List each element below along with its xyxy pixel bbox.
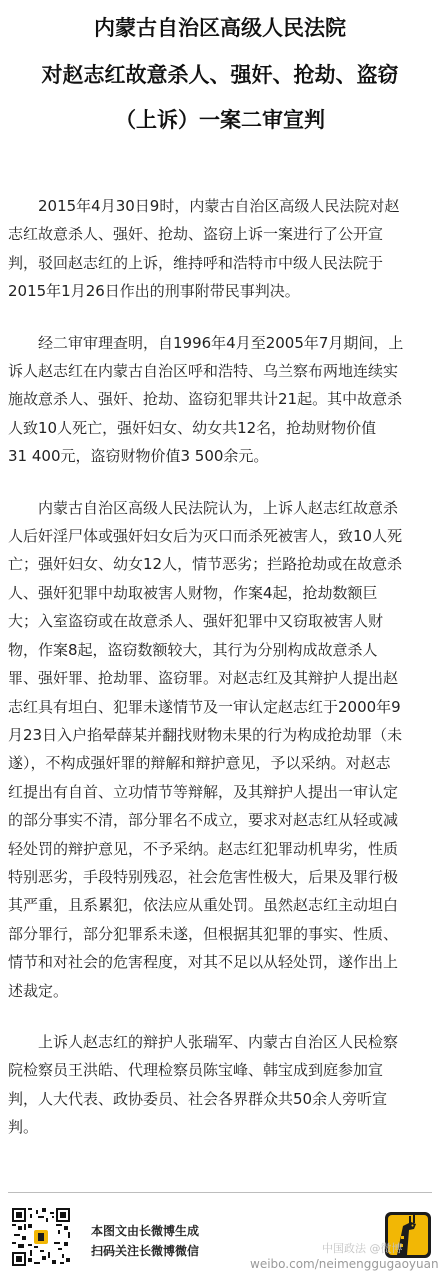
text-line: 大；入室盗窃或在故意杀人、强奸犯罪中又窃取被害人财 — [8, 612, 384, 631]
text-line: 情节和对社会的危害程度，对其不足以从轻处罚，遂作出上 — [8, 953, 399, 972]
text-line: 述裁定。 — [8, 981, 69, 1000]
text-line: 施故意杀人、强奸、抢劫、盗窃犯罪共计21起。其中故意杀 — [8, 390, 403, 409]
footer-text-line-1: 本图文由长微博生成 — [91, 1224, 200, 1238]
watermark-url: weibo.com/neimenggugaoyuan — [250, 1257, 439, 1271]
text-line: 判。 — [8, 1118, 39, 1137]
paragraph-1 — [8, 192, 434, 306]
text-line: 诉人赵志红在内蒙古自治区呼和浩特、乌兰察布两地连续实 — [8, 362, 399, 381]
text-line: 红提出有自首、立功情节等辩解，及其辩护人提出一审认定 — [8, 782, 399, 801]
text-line: 志红故意杀人、强奸、抢劫、盗窃上诉一案进行了公开宣 — [8, 225, 384, 244]
paragraph-3 — [8, 494, 434, 1005]
text-line: 志红具有坦白、犯罪未遂情节及一审认定赵志红于2000年9 — [8, 697, 401, 716]
text-line: 判，驳回赵志红的上诉，维持呼和浩特市中级人民法院于 — [8, 253, 384, 272]
text-line: 内蒙古自治区高级人民法院认为，上诉人赵志红故意杀 — [8, 498, 399, 517]
text-line: 院检察员王洪皓、代理检察员陈宝峰、韩宝成到庭参加宣 — [8, 1061, 384, 1080]
title-line-3: （上诉）一案二审宣判 — [115, 108, 325, 132]
text-line: 亡；强奸妇女、幼女12人，情节恶劣；拦路抢劫或在故意杀 — [8, 555, 403, 574]
footer-text-line-2: 扫码关注长微博微信 — [91, 1244, 200, 1258]
text-line: 人后奸淫尸体或强奸妇女后为灭口而杀死被害人，致10人死 — [8, 527, 403, 546]
text-line: 其严重，且系累犯，依法应从重处罚。虽然赵志红主动坦白 — [8, 896, 399, 915]
text-line: 部分罪行，部分犯罪系未遂，但根据其犯罪的事实、性质、 — [8, 924, 399, 943]
text-line: 月23日入户掐晕薛某并翻找财物未果的行为构成抢劫罪（未 — [8, 725, 403, 744]
text-line: 罪、强奸罪、抢劫罪、盗窃罪。对赵志红及其辩护人提出赵 — [8, 669, 399, 688]
text-line: 轻处罚的辩护意见，不予采纳。赵志红犯罪动机卑劣，性质 — [8, 839, 399, 858]
footer-divider — [8, 1192, 432, 1193]
text-line: 人致10人死亡，强奸妇女、幼女共12名，抢劫财物价值 — [8, 418, 377, 437]
title-line-1: 内蒙古自治区高级人民法院 — [94, 16, 346, 40]
text-line: 经二审审理查明，自1996年4月至2005年7月期间，上 — [8, 333, 404, 352]
title-line-2: 对赵志红故意杀人、强奸、抢劫、盗窃 — [41, 63, 399, 87]
article-body — [8, 192, 434, 1142]
text-line: 31 400元，盗窃财物价值3 500余元。 — [8, 447, 269, 466]
text-line: 2015年4月30日9时，内蒙古自治区高级人民法院对赵 — [8, 197, 400, 215]
text-line: 2015年1月26日作出的刑事附带民事判决。 — [8, 282, 300, 301]
text-line: 判，人大代表、政协委员、社会各界群众共50余人旁听宣 — [8, 1089, 388, 1108]
text-line: 上诉人赵志红的辩护人张瑞军、内蒙古自治区人民检察 — [8, 1032, 399, 1051]
qr-code-icon[interactable] — [12, 1208, 70, 1266]
text-line: 遂），不构成强奸罪的辩解和辩护意见，予以采纳。对赵志 — [8, 754, 391, 773]
text-line: 特别恶劣，手段特别残忍，社会危害性极大，后果及罪行极 — [8, 867, 399, 886]
paragraph-2 — [8, 329, 434, 471]
watermark-overlay: 中国政法 @微博 — [322, 1242, 403, 1255]
paragraph-4 — [8, 1028, 434, 1142]
text-line: 人、强奸犯罪中劫取被害人财物，作案4起，抢劫数额巨 — [8, 583, 378, 602]
text-line: 物，作案8起，盗窃数额较大，其行为分别构成故意杀人 — [8, 640, 378, 659]
text-line: 的部分事实不清，部分罪名不成立，要求对赵志红从轻或减 — [8, 811, 399, 830]
